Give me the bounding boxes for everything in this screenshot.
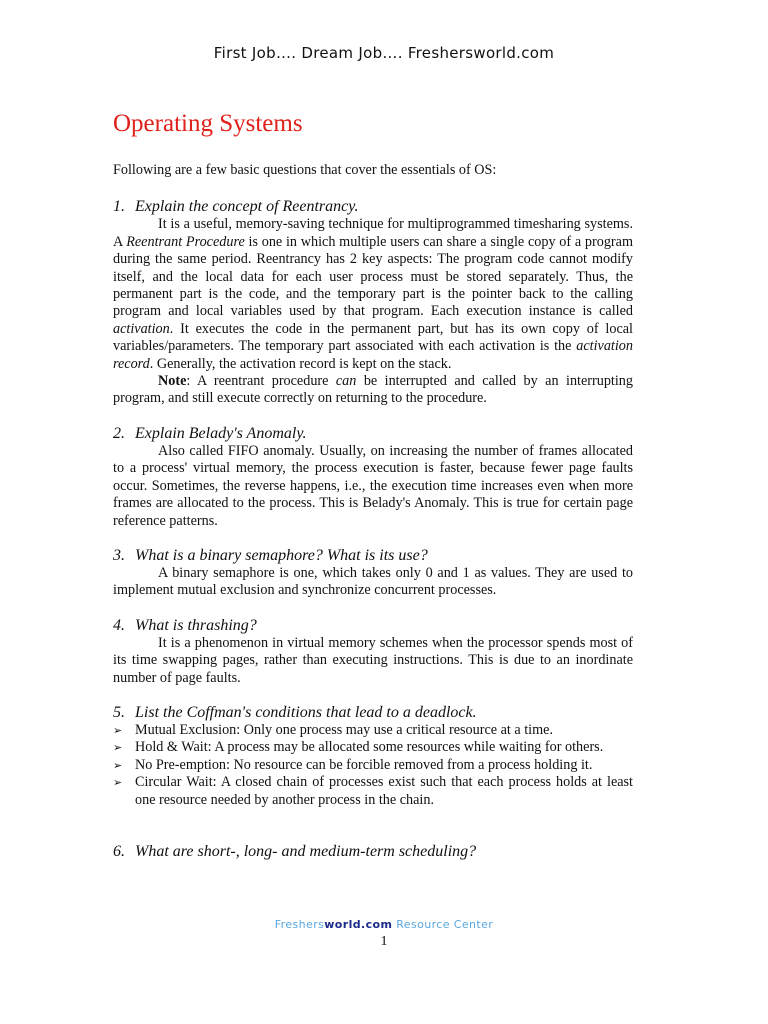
question-3 xyxy=(113,547,633,600)
page-footer xyxy=(0,918,768,931)
question-1 xyxy=(113,198,633,407)
document-body xyxy=(113,108,633,878)
list-item: ➢ No Pre-emption: No resource can be forcible removed from a process holding it. xyxy=(113,756,593,773)
question-2 xyxy=(113,425,633,530)
question-6-text: What are short-, long- and medium-term scheduling? xyxy=(135,842,477,860)
question-4 xyxy=(113,617,633,687)
page-title: Operating Systems xyxy=(113,110,303,137)
question-4-number: 4. xyxy=(113,616,125,634)
question-2-heading xyxy=(113,425,633,443)
list-item: ➢ Hold & Wait: A process may be allocated some resources while waiting for others. xyxy=(113,739,604,756)
arrow-bullet-icon: ➢ xyxy=(113,741,123,755)
list-item: ➢ Mutual Exclusion: Only one process may use a critical resource at a time. xyxy=(113,721,554,738)
question-5-text: List the Coffman's conditions that lead to a deadlock. xyxy=(135,703,477,721)
question-5-number: 5. xyxy=(113,703,125,721)
question-2-text: Explain Belady's Anomaly. xyxy=(135,424,307,442)
question-1-number: 1. xyxy=(113,198,125,216)
question-4-heading xyxy=(113,617,633,635)
question-3-text: What is a binary semaphore? What is its use? xyxy=(135,546,428,564)
question-6-heading xyxy=(113,843,633,861)
question-4-text: What is thrashing? xyxy=(135,616,257,634)
arrow-bullet-icon: ➢ xyxy=(113,723,123,737)
footer-brand-part2: world.com xyxy=(324,918,393,931)
question-3-heading xyxy=(113,547,633,565)
footer-brand-part1: Freshers xyxy=(274,918,325,931)
question-5-heading xyxy=(113,704,633,722)
question-6-number: 6. xyxy=(113,842,125,860)
page-header: First Job…. Dream Job…. Freshersworld.com xyxy=(213,44,555,62)
page-number: 1 xyxy=(380,934,388,949)
question-5 xyxy=(113,704,633,809)
question-4-answer: It is a phenomenon in virtual memory schemes when the processor spends most of its time swapping pages, rather than executing instructions. This is due to an inordinate number of page faults. xyxy=(113,634,633,686)
question-3-answer: A binary semaphore is one, which takes only 0 and 1 as values. They are used to implement mutual exclusion and synchronize concurrent processes. xyxy=(113,564,633,599)
arrow-bullet-icon: ➢ xyxy=(113,758,123,772)
question-1-note: Note: A reentrant procedure can be interrupted and called by an interrupting program, and still execute correctly on returning to the procedure. xyxy=(113,373,633,407)
coffman-conditions-list xyxy=(113,722,633,809)
question-3-number: 3. xyxy=(113,546,125,564)
question-6 xyxy=(113,843,633,861)
intro-paragraph: Following are a few basic questions that cover the essentials of OS: xyxy=(113,162,497,178)
question-2-number: 2. xyxy=(113,424,125,442)
question-1-answer: It is a useful, memory-saving technique for multiprogrammed timesharing systems. A Reentrant Procedure is one in which multiple users can share a single copy of a program during the same period. Reentrancy has 2 key aspects: The program code cannot modify itself, and the local data for each user process must be stored separately. Thus, the permanent part is the code, and the temporary part is the pointer back to the calling program and local variables used by that program. Each execution instance is called activation. It executes the code in the permanent part, but has its own copy of local variables/parameters. The temporary part associated with each activation is the activation record. Generally, the activation record is kept on the stack. xyxy=(113,216,633,372)
question-2-answer: Also called FIFO anomaly. Usually, on increasing the number of frames allocated to a process' virtual memory, the process execution is faster, because fewer page faults occur. Sometimes, the reverse happens, i.e., the execution time increases even when more frames are allocated to the process. This is Belady's Anomaly. This is true for certain page reference patterns. xyxy=(113,442,633,529)
question-1-heading xyxy=(113,198,633,216)
question-1-text: Explain the concept of Reentrancy. xyxy=(135,198,359,216)
footer-resource-center: Resource Center xyxy=(392,918,494,931)
arrow-bullet-icon: ➢ xyxy=(113,776,123,790)
list-item: ➢ Circular Wait: A closed chain of processes exist such that each process holds at least one resource needed by another process in the chain. xyxy=(113,774,633,808)
